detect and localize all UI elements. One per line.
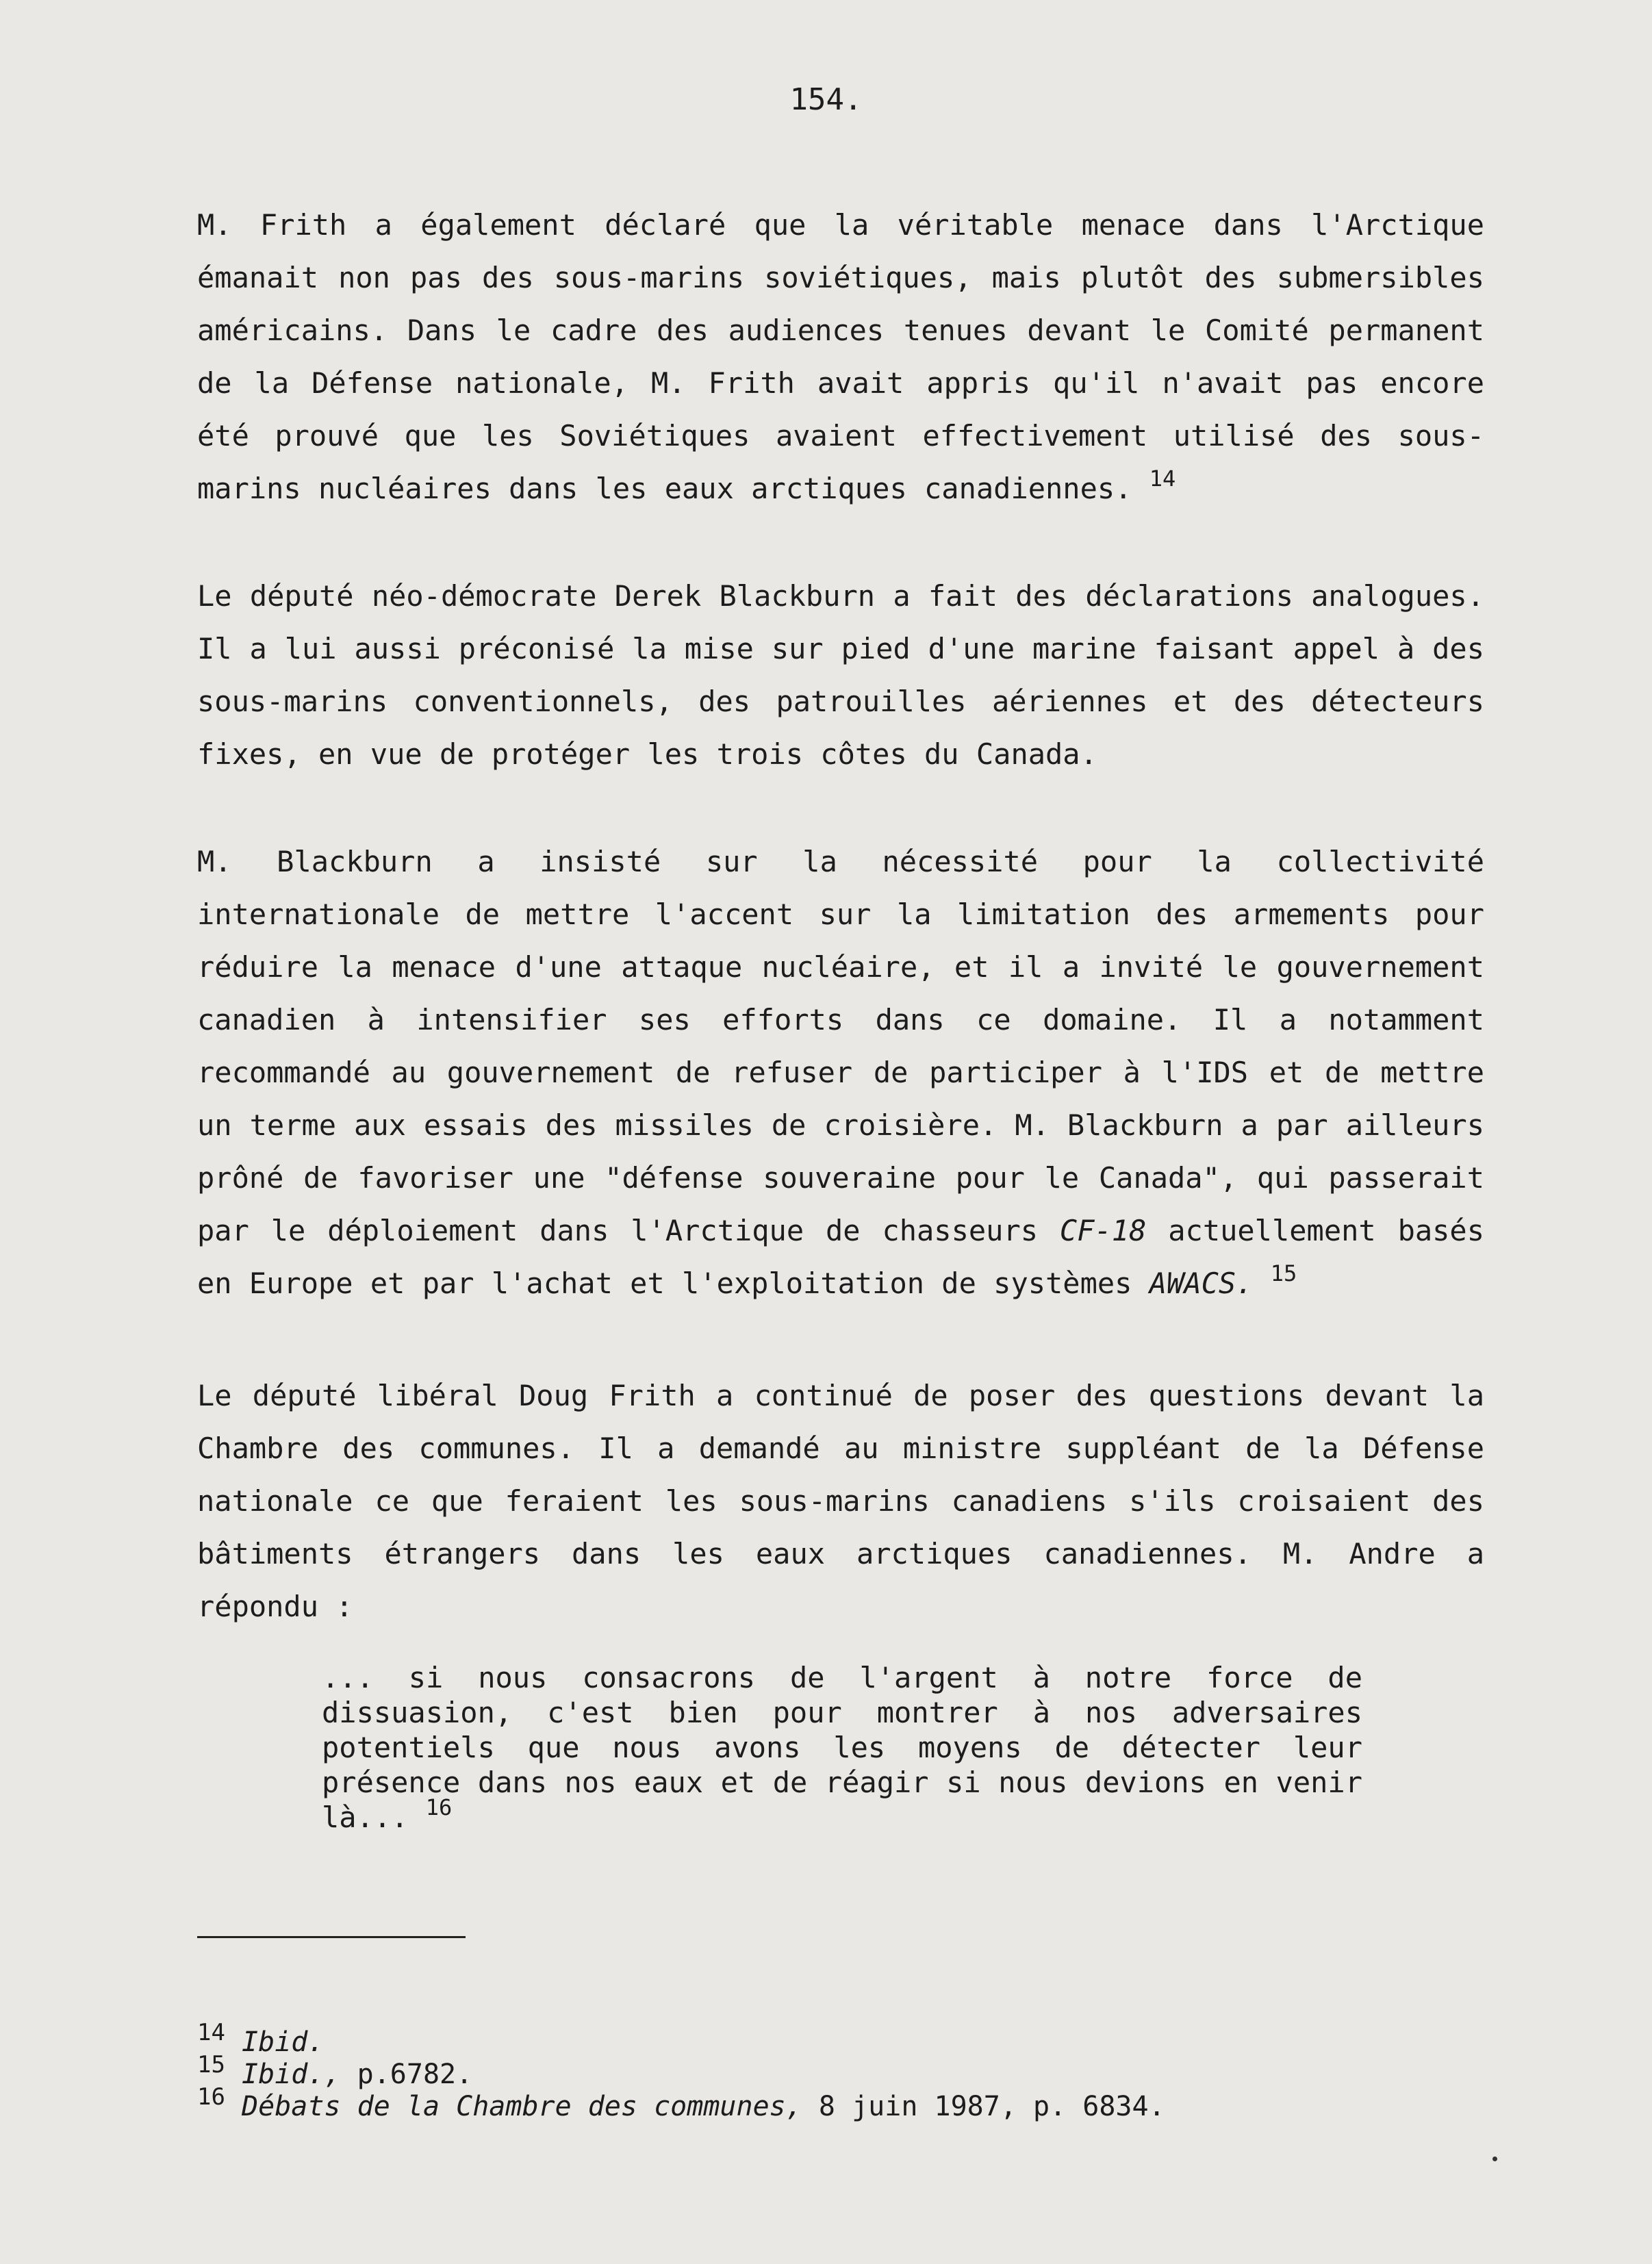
footnote-16	[197, 2083, 1484, 2123]
paragraph-blackburn-declarations	[197, 570, 1484, 780]
scan-speck	[1492, 2157, 1497, 2161]
footnote-number: 14	[197, 2019, 225, 2046]
paragraph-frith-arctic-threat	[197, 199, 1484, 515]
page-number: 154.	[789, 82, 863, 117]
paragraph-blackburn-arms-limitation	[197, 835, 1484, 1310]
footnote-separator	[197, 1936, 466, 1938]
awacs-name: AWACS.	[1149, 1267, 1254, 1300]
footnote-number: 15	[197, 2051, 225, 2078]
paragraph-text: Le député libéral Doug Frith a continué de poser des questions devant la Chambre des communes. Il a demandé au ministre suppléant de la Défense nationale ce que feraient les sous-marins canadiens s'ils croisaient des bâtiments étrangers dans les eaux arctiques canadiennes. M. Andre a répondu :	[197, 1379, 1484, 1623]
footnote-ref-14: 14	[1149, 466, 1176, 492]
footnotes	[197, 2019, 1484, 2123]
footnote-source: Débats de la Chambre des communes,	[242, 2091, 802, 2122]
footnote-detail: p.6782.	[340, 2059, 473, 2090]
paragraph-frith-questions	[197, 1369, 1484, 1633]
footnote-15	[197, 2051, 1484, 2091]
footnote-source: Ibid.,	[242, 2059, 341, 2090]
paragraph-text: M. Frith a également déclaré que la véritable menace dans l'Arctique émanait non pas des sous-marins soviétiques, mais plutôt des submersibles américains. Dans le cadre des audiences tenues devant le Comité permanent de la Défense nationale, M. Frith avait appris qu'il n'avait pas encore été prouvé que les Soviétiques avaient effectivement utilisé des sous-marins nucléaires dans les eaux arctiques canadiennes.	[197, 208, 1484, 505]
footnote-number: 16	[197, 2083, 225, 2111]
footnote-source: Ibid.	[242, 2026, 325, 2058]
paragraph-text: M. Blackburn a insisté sur la nécessité pour la collectivité internationale de mettre l'accent sur la limitation des armements pour réduire la menace d'une attaque nucléaire, et il a invité le gouvernement canadien à intensifier ses efforts dans ce domaine. Il a notamment recommandé au gouvernement de refuser de participer à l'IDS et de mettre un terme aux essais des missiles de croisière. M. Blackburn a par ailleurs prôné de favoriser une "défense souveraine pour le Canada", qui passerait par le déploiement dans l'Arctique de chasseurs	[197, 845, 1484, 1247]
footnote-ref-15: 15	[1270, 1260, 1297, 1286]
paragraph-text-cont: actuellement basés en Europe et par l'achat et l'exploitation de systèmes	[197, 1214, 1484, 1300]
footnote-detail: 8 juin 1987, p. 6834.	[802, 2091, 1165, 2122]
aircraft-name: CF-18	[1059, 1214, 1147, 1247]
block-quote-andre	[322, 1660, 1362, 1835]
footnote-14	[197, 2019, 1484, 2059]
paragraph-text: Le député néo-démocrate Derek Blackburn a fait des déclarations analogues. Il a lui aussi préconisé la mise sur pied d'une marine faisant appel à des sous-marins conventionnels, des patrouilles aériennes et des détecteurs fixes, en vue de protéger les trois côtes du Canada.	[197, 579, 1484, 771]
footnote-ref-16: 16	[425, 1794, 453, 1820]
quote-text: ... si nous consacrons de l'argent à notre force de dissuasion, c'est bien pour montrer à nos adversaires potentiels que nous avons les moyens de détecter leur présence dans nos eaux et de réagir si nous devions en venir là...	[322, 1661, 1362, 1834]
